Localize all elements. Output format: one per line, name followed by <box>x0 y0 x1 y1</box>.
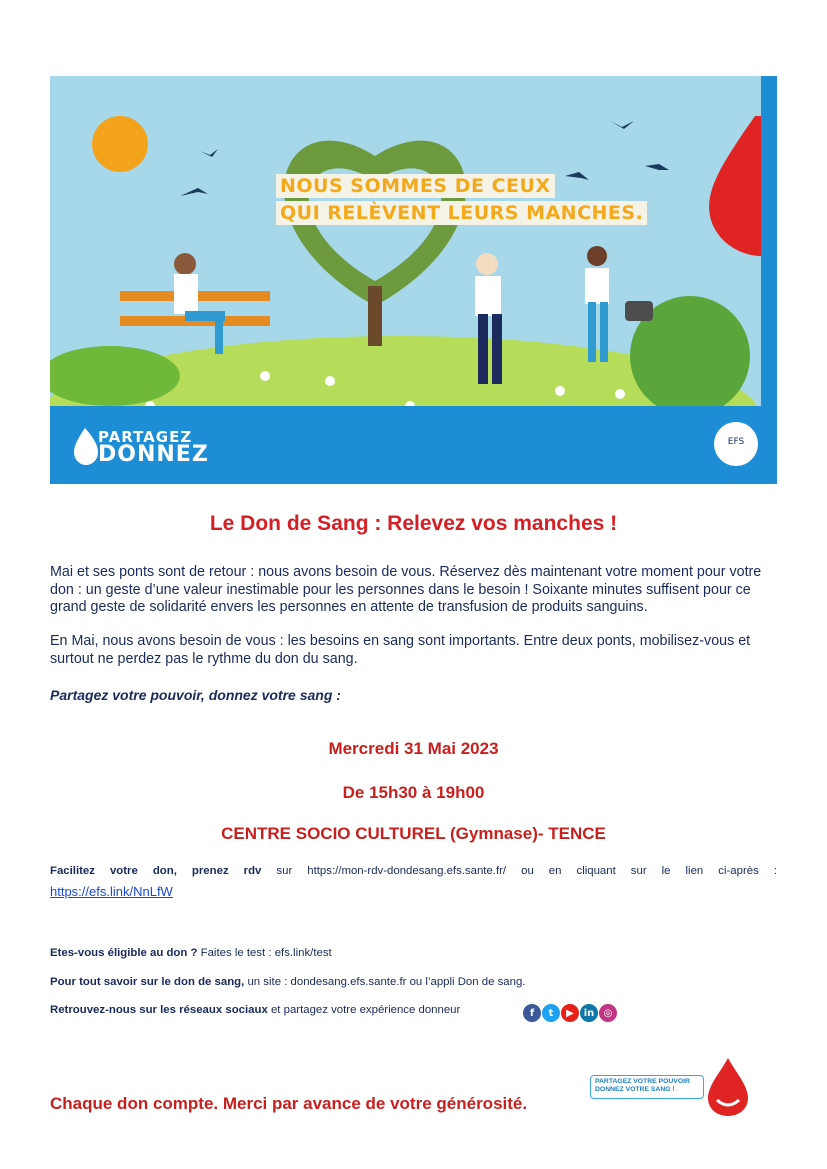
banner-illustration <box>50 76 777 484</box>
twitter-icon[interactable]: t <box>542 1004 560 1022</box>
paragraph-needs: En Mai, nous avons besoin de vous : les besoins en sang sont importants. Entre deux ponts, mobilisez-vous et surtout ne perdez pas le rythme du don du sang. <box>50 633 751 667</box>
brand-line-2: DONNEZ <box>98 442 209 467</box>
rdv-rest: sur https://mon-rdv-dondesang.efs.sante.fr/ ou en cliquant sur le lien ci-après : <box>261 865 777 877</box>
slogan-bubble <box>590 1075 704 1099</box>
lead-text: Partagez votre pouvoir, donnez votre sang : <box>50 687 341 703</box>
event-date: Mercredi 31 Mai 2023 <box>328 739 499 758</box>
youtube-icon[interactable]: ▶ <box>561 1004 579 1022</box>
event-place: CENTRE SOCIO CULTUREL (Gymnase)- TENCE <box>221 824 606 843</box>
sun-icon <box>92 116 148 172</box>
banner-slogan <box>276 174 647 228</box>
slogan-line-2: QUI RELÈVENT LEURS MANCHES. <box>276 201 647 225</box>
footer-blood-drop-icon <box>705 1056 751 1118</box>
instagram-icon[interactable]: ◎ <box>599 1004 617 1022</box>
social-text <box>50 1004 460 1016</box>
info-text <box>50 976 525 988</box>
eligible-rest: Faites le test : efs.link/test <box>197 947 332 959</box>
slogan-line-1: NOUS SOMMES DE CEUX <box>276 174 555 198</box>
event-time: De 15h30 à 19h00 <box>342 783 485 802</box>
info-rest: un site : dondesang.efs.sante.fr ou l’appli Don de sang. <box>244 976 526 988</box>
watering-can-icon <box>625 301 653 321</box>
paragraph-intro: Mai et ses ponts sont de retour : nous avons besoin de vous. Réservez dès maintenant votre moment pour votre don : un geste d’une valeur inestimable pour les personnes dans le besoin ! Soixante minutes suffisent pour ce grand geste de solidarité envers les personnes en attente de transfusion de produits sanguins. <box>50 564 762 615</box>
eligible-bold: Etes-vous éligible au don ? <box>50 947 198 959</box>
efs-logo-text: EFS <box>727 437 745 447</box>
linkedin-icon[interactable]: in <box>580 1004 598 1022</box>
footer-thanks: Chaque don compte. Merci par avance de votre générosité. <box>50 1094 528 1113</box>
bubble-line-1: PARTAGEZ VOTRE POUVOIR <box>595 1078 690 1085</box>
facebook-icon[interactable]: f <box>523 1004 541 1022</box>
bubble-line-2: DONNEZ VOTRE SANG ! <box>595 1086 675 1093</box>
eligibility-text <box>50 947 332 959</box>
hero-banner <box>50 76 777 484</box>
brand-mark <box>98 428 209 467</box>
social-bold: Retrouvez-nous sur les réseaux sociaux <box>50 1004 268 1016</box>
page-title: Le Don de Sang : Relevez vos manches ! <box>209 512 618 535</box>
info-bold: Pour tout savoir sur le don de sang, <box>50 976 245 988</box>
rdv-bold: Facilitez votre don, prenez rdv <box>50 865 262 877</box>
brand-line-1: PARTAGEZ <box>98 428 193 446</box>
social-rest: et partagez votre expérience donneur <box>267 1004 461 1016</box>
social-icons <box>523 1004 617 1022</box>
rdv-link[interactable]: https://efs.link/NnLfW <box>50 884 173 899</box>
rdv-text <box>50 865 777 877</box>
